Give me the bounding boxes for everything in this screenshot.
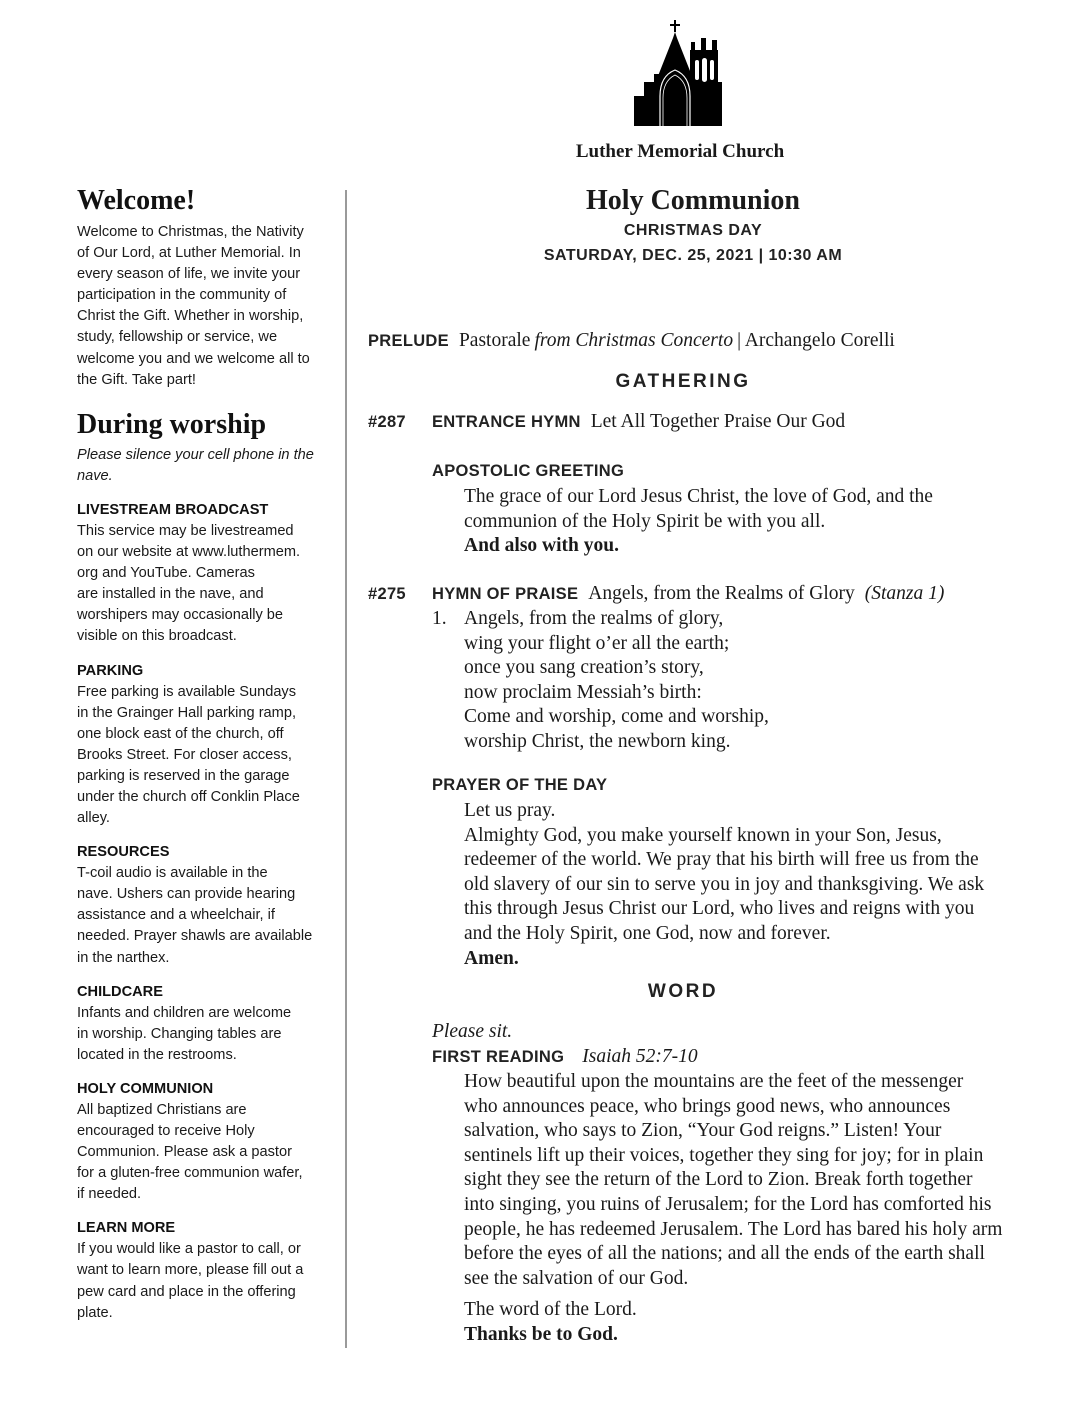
lyric-line: now proclaim Messiah’s birth: [464, 681, 702, 703]
text-line: alley. [77, 810, 110, 827]
text-line: Free parking is available Sundays [77, 683, 297, 700]
reading-line: into singing, you ruins of Jerusalem; for the Lord has comforted his [464, 1193, 992, 1215]
phone-note [77, 445, 332, 487]
text-line: the Gift. Take part! [77, 371, 196, 388]
info-section-text [77, 521, 332, 648]
service-title: Holy Communion [586, 185, 800, 216]
first-reading-label: FIRST READING [432, 1048, 565, 1066]
hymn-of-praise-title: Angels, from the Realms of Glory [588, 583, 855, 604]
text-line: plate. [77, 1304, 113, 1321]
text-line: T-coil audio is available in the [77, 865, 268, 882]
text-line: in the narthex. [77, 949, 170, 966]
prayer-line: this through Jesus Christ our Lord, who lives and reigns with you [464, 898, 975, 920]
congregation-response: And also with you. [464, 535, 619, 557]
word-heading: WORD [647, 981, 719, 1002]
hymn-of-praise-label: HYMN OF PRAISE [432, 585, 579, 603]
text-line: Please silence your cell phone in the [77, 446, 314, 463]
church-name: Luther Memorial Church [575, 141, 785, 162]
text-line: are installed in the nave, and [77, 586, 264, 603]
reading-line: sight they see the return of the Lord to Zion. Break forth together [464, 1169, 973, 1191]
liturgy-line: The grace of our Lord Jesus Christ, the love of God, and the [464, 486, 933, 507]
info-section-text [77, 1100, 332, 1205]
prayer-line: redeemer of the world. We pray that his birth will free us from the [464, 849, 979, 871]
lyric-line: once you sang creation’s story, [464, 657, 704, 679]
text-line: if needed. [77, 1186, 142, 1203]
info-section [77, 1079, 332, 1205]
prayer-line: Almighty God, you make yourself known in your Son, Jesus, [464, 824, 942, 846]
welcome-heading: Welcome! [77, 185, 196, 216]
text-line: in worship. Changing tables are [77, 1025, 282, 1042]
info-section [77, 500, 332, 648]
text-line: Brooks Street. For closer access, [77, 746, 292, 763]
reading-line: salvation, who says to Zion, “Your God reigns.” Listen! Your [464, 1120, 942, 1142]
text-line: Communion. Please ask a pastor [77, 1144, 292, 1161]
lyric-line: worship Christ, the newborn king. [464, 730, 731, 752]
info-section [77, 1218, 332, 1323]
text-line: If you would like a pastor to call, or [77, 1241, 301, 1258]
welcome-text [77, 222, 332, 391]
info-section-title: LIVESTREAM BROADCAST [77, 501, 269, 518]
prelude [368, 329, 895, 354]
info-sections [77, 500, 332, 1324]
church-building-icon [634, 18, 726, 126]
prelude-source: from Christmas Concerto [534, 330, 734, 351]
reading-response: Thanks be to God. [464, 1324, 618, 1345]
order-of-service [368, 184, 1038, 1345]
greeting-label: APOSTOLIC GREETING [432, 462, 625, 480]
reading-line: before the eyes of all the nations; and all the ends of the earth shall [464, 1243, 985, 1265]
text-line: assistance and a wheelchair, if [77, 907, 275, 924]
info-section-text [77, 682, 332, 830]
text-line: worshipers may occasionally be [77, 607, 284, 624]
text-line: on our website at www.luthermem. [77, 544, 301, 561]
reading-line: see the salvation of our God. [464, 1267, 689, 1289]
liturgy-line: communion of the Holy Spirit be with you all. [464, 510, 826, 532]
prelude-composer: | Archangelo Corelli [737, 330, 895, 351]
sit-instruction: Please sit. [432, 1021, 513, 1042]
gathering-heading: GATHERING [615, 371, 751, 392]
info-section [77, 982, 332, 1066]
text-line: one block east of the church, off [77, 725, 284, 742]
text-line: org and YouTube. Cameras [77, 565, 255, 582]
service-day: CHRISTMAS DAY [623, 222, 763, 239]
reading-line: sentinels lift up their voices, together they sing for joy; for in plain [464, 1144, 984, 1166]
text-line: This service may be livestreamed [77, 522, 294, 539]
text-line: participation in the community of [77, 287, 287, 304]
entrance-hymn [368, 410, 845, 435]
entrance-hymn-title: Let All Together Praise Our God [590, 411, 846, 432]
service-datetime: SATURDAY, DEC. 25, 2021 | 10:30 AM [543, 247, 843, 264]
hymn-lyrics [464, 607, 769, 755]
prayer-text [464, 799, 984, 971]
text-line: welcome you and we welcome all to [77, 350, 310, 367]
reading-text [464, 1070, 1002, 1291]
text-line: encouraged to receive Holy [77, 1123, 255, 1139]
text-line: needed. Prayer shawls are available [77, 928, 313, 945]
text-line: parking is reserved in the garage [77, 767, 290, 784]
column-divider [345, 190, 347, 1348]
during-worship-heading: During worship [77, 408, 267, 440]
text-line: located in the restrooms. [77, 1046, 237, 1063]
info-section-text [77, 863, 332, 968]
info-section [77, 842, 332, 968]
info-section [77, 661, 332, 830]
congregation-response: Amen. [464, 947, 519, 969]
text-line: Infants and children are welcome [77, 1004, 292, 1021]
info-section-text [77, 1239, 332, 1323]
text-line: want to learn more, please fill out a [77, 1262, 304, 1279]
text-line: pew card and place in the offering [77, 1283, 296, 1300]
prayer-line: Let us pray. [464, 800, 556, 821]
text-line: Christ the Gift. Whether in worship, [77, 308, 304, 325]
stanza-number: 1. [432, 608, 447, 629]
prayer-line: old slavery of our sin to serve you in joy and thanksgiving. We ask [464, 873, 985, 895]
text-line: Welcome to Christmas, the Nativity [77, 224, 304, 240]
text-line: of Our Lord, at Luther Memorial. In [77, 245, 301, 262]
text-line: All baptized Christians are [77, 1101, 247, 1118]
info-section-title: CHILDCARE [77, 983, 163, 1000]
first-reading-heading [432, 1045, 698, 1070]
greeting-text [464, 485, 933, 559]
reading-line: who announces peace, who brings good news, who announces [464, 1095, 951, 1117]
info-section-text [77, 1003, 332, 1066]
info-section-title: PARKING [77, 662, 144, 679]
hymn-stanza-note: (Stanza 1) [864, 583, 945, 604]
hymn-number: #275 [368, 585, 406, 603]
first-reading-citation: Isaiah 52:7-10 [582, 1046, 698, 1067]
sidebar-info [77, 184, 332, 1324]
info-section-title: LEARN MORE [77, 1220, 176, 1237]
prelude-piece: Pastorale [458, 330, 531, 351]
reading-line: people, he has redeemed Jerusalem. The Lord has bared his holy arm [464, 1218, 1003, 1240]
entrance-hymn-label: ENTRANCE HYMN [432, 413, 581, 431]
text-line: every season of life, we invite your [77, 266, 301, 283]
info-section-title: RESOURCES [77, 844, 170, 861]
hymn-number: #287 [368, 413, 406, 431]
prelude-label: PRELUDE [368, 332, 449, 350]
text-line: study, fellowship or service, we [77, 329, 278, 346]
text-line: nave. Ushers can provide hearing [77, 886, 296, 903]
text-line: under the church off Conklin Place [77, 788, 300, 805]
hymn-of-praise [368, 582, 944, 607]
lyric-line: Come and worship, come and worship, [464, 706, 769, 728]
text-line: in the Grainger Hall parking ramp, [77, 704, 297, 721]
info-section-title: HOLY COMMUNION [77, 1080, 214, 1097]
lyric-line: Angels, from the realms of glory, [464, 608, 724, 629]
lyric-line: wing your flight o’er all the earth; [464, 632, 730, 654]
prayer-line: and the Holy Spirit, one God, now and forever. [464, 922, 831, 944]
text-line: visible on this broadcast. [77, 628, 237, 645]
text-line: nave. [77, 467, 113, 484]
reading-line: How beautiful upon the mountains are the feet of the messenger [464, 1071, 964, 1092]
text-line: for a gluten-free communion wafer, [77, 1165, 303, 1182]
prayer-label: PRAYER OF THE DAY [432, 776, 608, 794]
reading-closing: The word of the Lord. [464, 1299, 637, 1320]
